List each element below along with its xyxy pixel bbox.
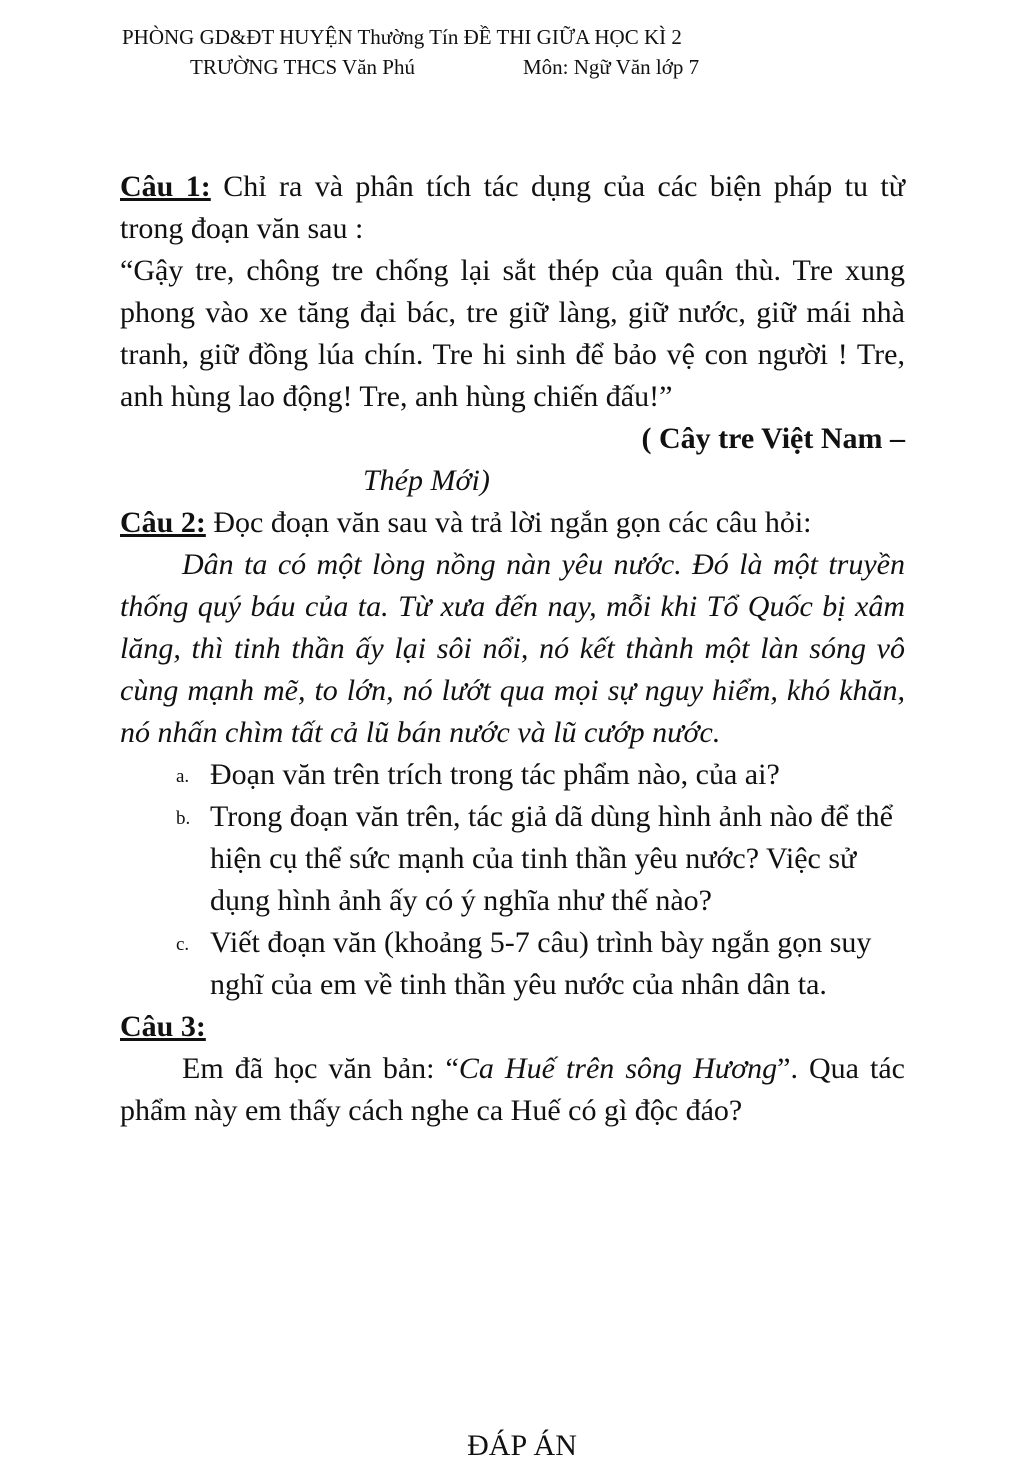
header-school: TRƯỜNG THCS Văn Phú (190, 55, 415, 79)
subquestion-marker: c. (176, 934, 190, 955)
q1-source: ( Cây tre Việt Nam – (641, 422, 905, 455)
subquestion-text: Đoạn văn trên trích trong tác phẩm nào, của ai? (210, 758, 780, 791)
subquestion-text: Viết đoạn văn (khoảng 5-7 câu) trình bày ngắn gọn suy nghĩ của em về tinh thần yêu nước của nhân dân ta. (210, 926, 872, 1001)
q2-passage: Dân ta có một lòng nồng nàn yêu nước. Đó là một truyền thống quý báu của ta. Từ xưa đến nay, mỗi khi Tổ Quốc bị xâm lăng, thì tinh thần ấy lại sôi nổi, nó kết thành một làn sóng vô cùng mạnh mẽ, to lớn, nó lướt qua mọi sự nguy hiểm, khó khăn, nó nhấn chìm tất cả lũ bán nước và lũ cướp nước. (120, 548, 905, 749)
q2-subquestion-b (120, 796, 905, 922)
q1-prompt-text: Chỉ ra và phân tích tác dụng của các biện pháp tu từ trong đoạn văn sau : (120, 170, 905, 245)
q3-label: Câu 3: (120, 1010, 206, 1043)
subquestion-marker: a. (176, 766, 190, 787)
q3-body (120, 1048, 905, 1132)
q2-prompt (120, 502, 905, 544)
q1-source-author: Thép Mới) (363, 464, 490, 497)
q1-passage: “Gậy tre, chông tre chống lại sắt thép của quân thù. Tre xung phong vào xe tăng đại bác, tre giữ làng, giữ nước, giữ mái nhà tranh, giữ đồng lúa chín. Tre hi sinh để bảo vệ con người ! Tre, anh hùng lao động! Tre, anh hùng chiến đấu!” (120, 254, 905, 413)
header-department-title: PHÒNG GD&ĐT HUYỆN Thường Tín ĐỀ THI GIỮA HỌC KÌ 2 (122, 25, 682, 49)
q2-prompt-text: Đọc đoạn văn sau và trả lời ngắn gọn các câu hỏi: (205, 506, 812, 539)
q3-work-title: Ca Huế trên sông Hương (458, 1052, 778, 1085)
header-subject: Môn: Ngữ Văn lớp 7 (523, 55, 700, 79)
q1-prompt (120, 166, 905, 250)
exam-content (120, 166, 905, 1132)
q1-label: Câu 1: (120, 170, 211, 203)
subquestion-marker: b. (176, 808, 191, 829)
q3-text-after: ”. Qua tác phẩm này em thấy cách nghe ca Huế có gì độc đáo? (120, 1052, 906, 1127)
q3-text-before: Em đã học văn bản: “ (182, 1052, 459, 1085)
answer-heading: ĐÁP ÁN (467, 1429, 577, 1462)
q2-label: Câu 2: (120, 506, 206, 539)
q2-subquestion-a (120, 754, 905, 796)
q3-heading (120, 1006, 905, 1048)
q2-subquestion-c (120, 922, 905, 1006)
subquestion-text: Trong đoạn văn trên, tác giả dã dùng hình ảnh nào để thể hiện cụ thể sức mạnh của tinh thần yêu nước? Việc sử dụng hình ảnh ấy có ý nghĩa như thế nào? (210, 800, 893, 917)
